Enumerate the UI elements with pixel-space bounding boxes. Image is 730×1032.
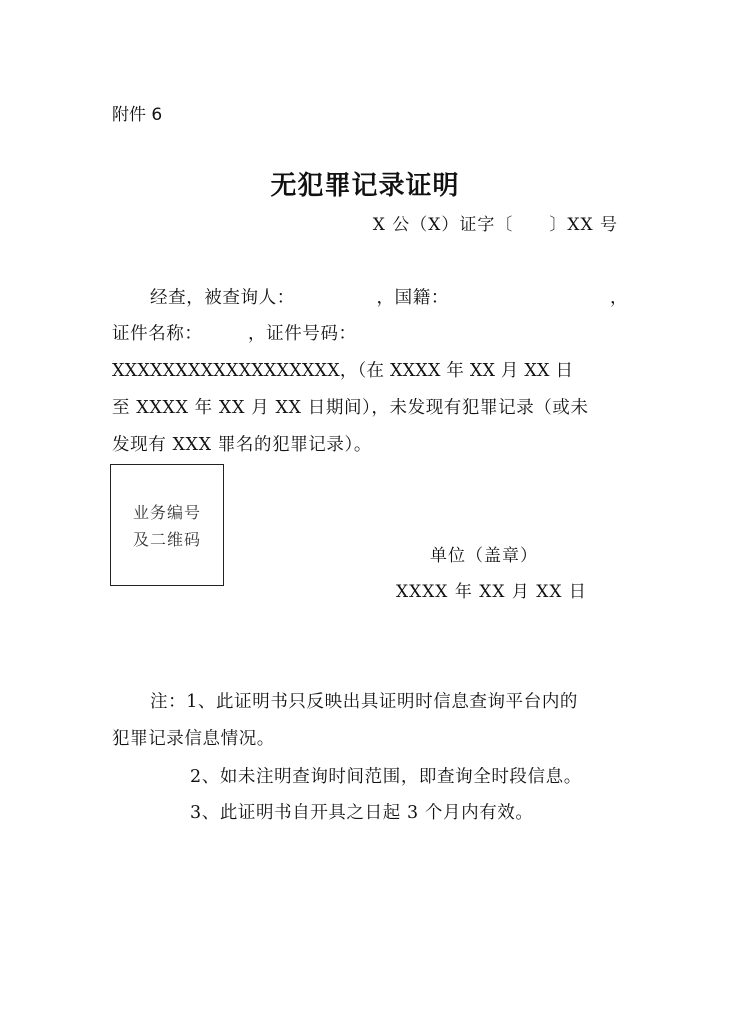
- body-line-3: XXXXXXXXXXXXXXXXXX，（在 XXXX 年 XX 月 XX 日: [112, 361, 574, 381]
- business-code-qr-box: [110, 464, 224, 586]
- note-1-line-2: 犯罪记录信息情况。: [112, 729, 275, 749]
- body-line-1: 经查，被查询人： ，国籍：: [150, 288, 449, 308]
- qr-box-label-line-1: 业务编号: [132, 503, 201, 522]
- body-line-2: 证件名称： ，证件号码：: [112, 324, 357, 344]
- attachment-label: 附件 6: [112, 105, 163, 125]
- body-line-1-end: ，: [610, 288, 628, 308]
- issuing-unit-seal: 单位（盖章）: [430, 546, 538, 566]
- qr-box-label-line-2: 及二维码: [132, 530, 201, 549]
- note-1-line-1: 注：1、此证明书只反映出具证明时信息查询平台内的: [150, 692, 579, 712]
- document-number: X 公（X）证字〔 〕XX 号: [372, 215, 618, 235]
- body-line-5: 发现有 XXX 罪名的犯罪记录）。: [112, 435, 372, 455]
- note-3: 3、此证明书自开具之日起 3 个月内有效。: [190, 803, 534, 823]
- note-2: 2、如未注明查询时间范围，即查询全时段信息。: [190, 767, 582, 787]
- issue-date: XXXX 年 XX 月 XX 日: [396, 582, 587, 602]
- document-title: 无犯罪记录证明: [270, 171, 460, 201]
- body-line-4: 至 XXXX 年 XX 月 XX 日期间），未发现有犯罪记录（或未: [112, 398, 589, 418]
- qr-box-label: [111, 499, 223, 553]
